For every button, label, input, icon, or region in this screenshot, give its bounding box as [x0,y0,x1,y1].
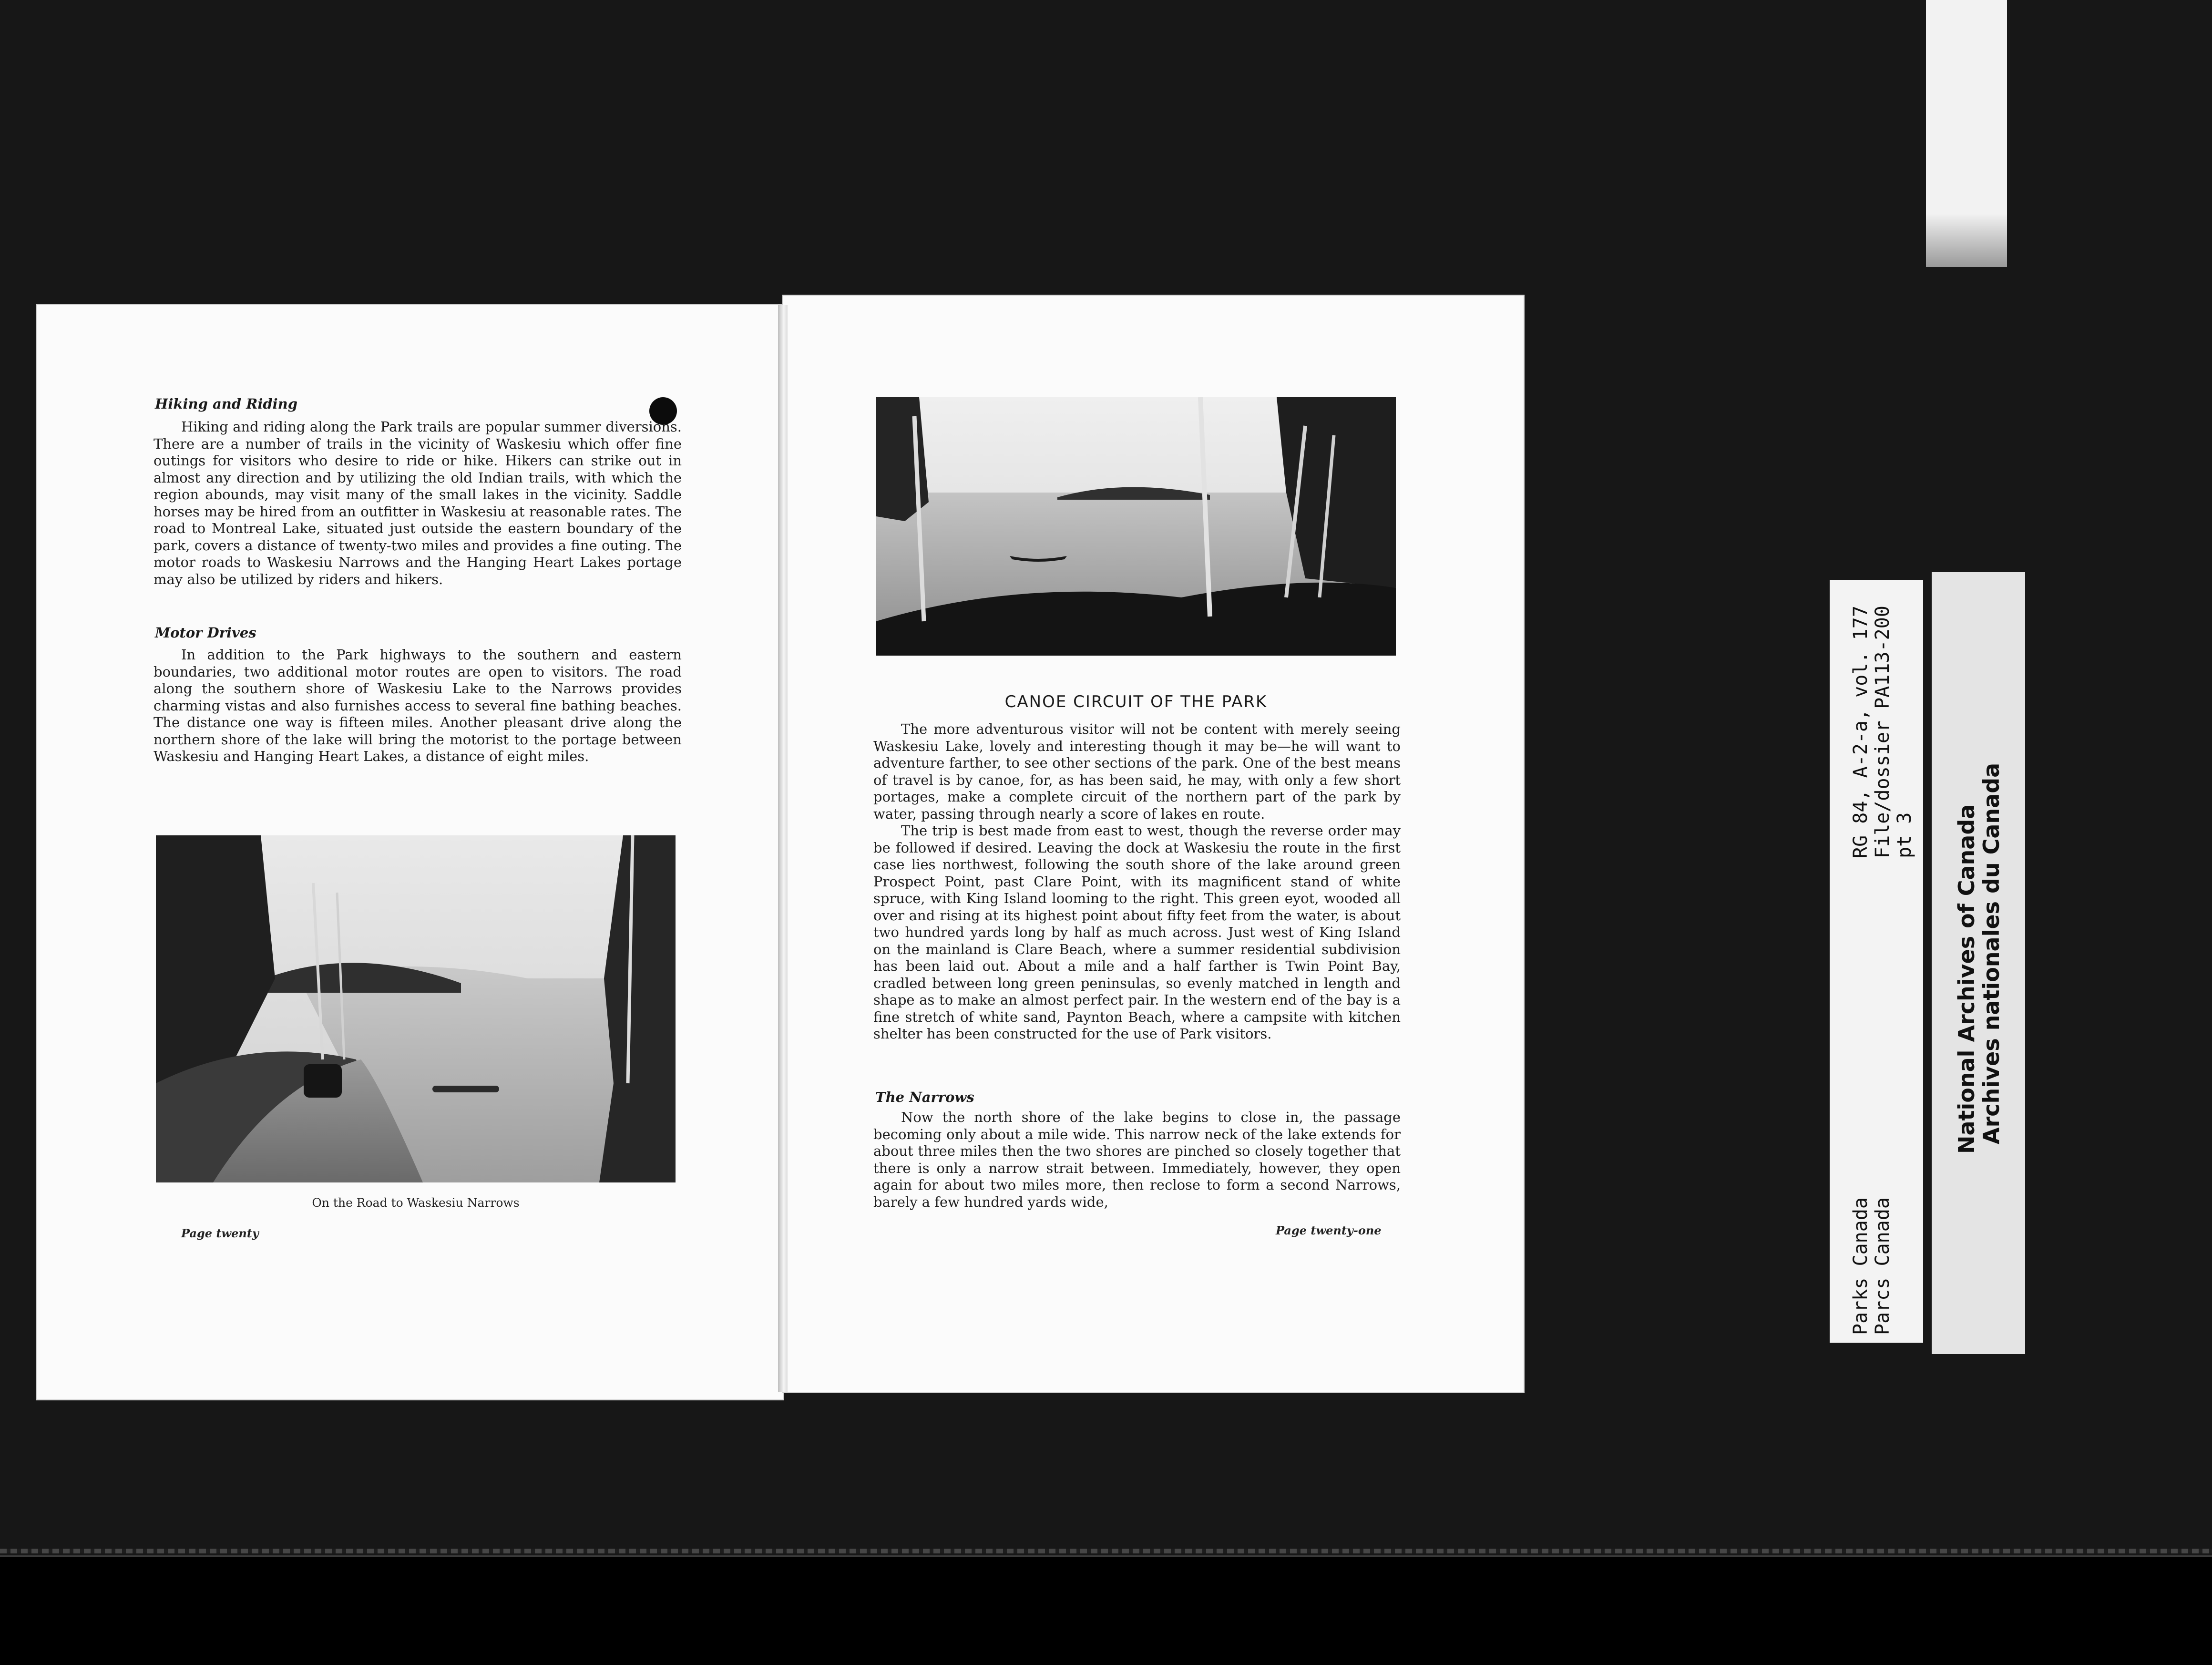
the-narrows-paragraph: Now the north shore of the lake begins to close in, the passage becoming only about a mile wide. This narrow neck of the lake extends for about three miles then the two shores are pinched so closely together that there is only a narrow strait between. Immediately, however, they open again for about two miles more, then reclose to form a second Narrows, barely a few hundred yards wide, [873,1109,1401,1210]
canoe-circuit-paragraph-1: The more adventurous visitor will not be content with merely seeing Waskesiu Lake, lovely and interesting though it may be—he will want to adventure farther, to see other sections of the park. One of the best means of travel is by canoe, for, as has been said, he may, with only a few short portages, make a complete circuit of the northern part of the park by water, passing through nearly a score of lakes en route. [873,721,1401,822]
canoe-circuit-paragraph-2: The trip is best made from east to west, though the reverse order may be followed if desired. Leaving the dock at Waskesiu the route in the first case lies northwest, following the south shore of the lake around green Prospect Point, past Clare Point, with its magnificent stand of white spruce, with King Island looming to the right. This green eyot, wooded all over and rising at its highest point about fifty feet from the water, is about two hundred yards long by half as much across. Just west of King Island on the mainland is Clare Beach, where a summer residential subdivision has been laid out. About a mile and a half farther is Twin Point Bay, cradled between long green peninsulas, so evenly matched in length and shape as to make an almost perfect pair. In the western end of the bay is a fine stretch of white sand, Paynton Beach, where a campsite with kitchen shelter has been constructed for the use of Park visitors. [873,822,1401,1042]
hiking-riding-body [154,419,682,588]
agency-label-en: Parks Canada [1850,1197,1872,1335]
the-narrows-body [873,1109,1401,1211]
road-photo [156,835,676,1182]
agency-label-fr: Parcs Canada [1872,1197,1894,1335]
frame-counter-tab [1926,0,2007,267]
archive-reference-line-1: RG 84, A-2-a, vol. 177 [1850,606,1872,858]
road-photo-caption: On the Road to Waskesiu Narrows [312,1196,520,1210]
archive-reference-line-2: File/dossier PA113-200 [1872,606,1894,858]
canoe-circuit-title: CANOE CIRCUIT OF THE PARK [1004,692,1268,711]
canoe-circuit-body [873,721,1401,1043]
hiking-riding-paragraph: Hiking and riding along the Park trails are popular summer diversions. There are a number of trails in the vicinity of Waskesiu which offer fine outings for visitors who desire to ride or hike. Hikers can strike out in almost any direction and by utilizing the old Indian trails, with which the region abounds, may visit many of the small lakes in the vicinity. Saddle horses may be hired from an outfitter in Waskesiu at reasonable rates. The road to Montreal Lake, situated just outside the eastern boundary of the park, covers a distance of twenty-two miles and provides a fine outing. The motor roads to Waskesiu Narrows and the Hanging Heart Lakes portage may also be utilized by riders and hikers. [154,419,682,587]
right-page-number: Page twenty-one [1276,1223,1382,1237]
film-sprocket-edge [0,1549,2212,1553]
film-bottom-band [0,1555,2212,1665]
road-photo-image [156,835,676,1182]
left-page-number: Page twenty [181,1226,259,1240]
lake-photo [876,397,1396,656]
motor-drives-heading: Motor Drives [155,625,256,641]
motor-drives-paragraph: In addition to the Park highways to the southern and eastern boundaries, two additional motor routes are open to visitors. The road along the southern shore of Waskesiu Lake to the Narrows provides charming vistas and also furnishes access to several fine bathing beaches. The distance one way is fifteen miles. Another pleasant drive along the northern shore of the lake will bring the motorist to the portage between Waskesiu and Hanging Heart Lakes, a distance of eight miles. [154,647,682,764]
archive-reference-line-3: pt 3 [1894,812,1915,858]
archives-name-fr: Archives nationales du Canada [1978,762,2004,1144]
lake-photo-image [876,397,1396,656]
hiking-riding-heading: Hiking and Riding [155,396,298,412]
motor-drives-body [154,647,682,765]
book-gutter [778,305,788,1392]
archives-name-en: National Archives of Canada [1954,804,1979,1154]
the-narrows-heading: The Narrows [875,1089,974,1105]
